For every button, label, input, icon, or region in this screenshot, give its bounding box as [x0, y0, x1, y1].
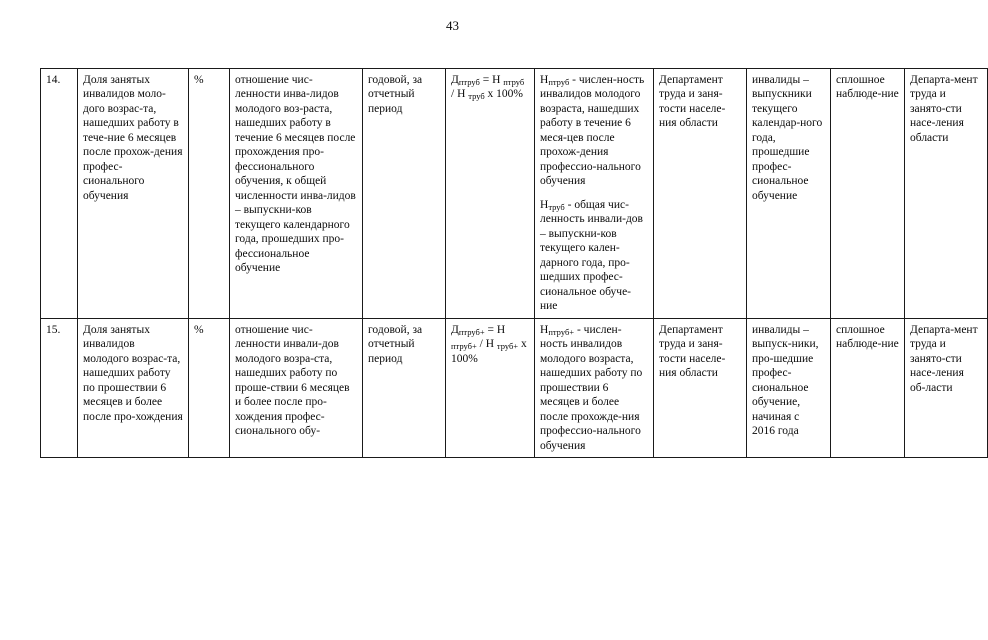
designation-text: - числен-ность инвалидов молодого возраста, нашедших работу в течение 6 меся-цев после прохож-дения профессио-нального обучения	[540, 74, 645, 188]
designation-item	[540, 323, 648, 453]
formula-sub: птруб+	[458, 326, 485, 337]
designation-item	[540, 198, 648, 314]
designation-symbol: Н	[540, 74, 549, 86]
responsible-body: Департамент труда и заня-тости населе-ния области	[654, 318, 747, 457]
formula-sub: труб+	[496, 341, 519, 352]
formula-sub: птруб	[503, 76, 525, 87]
formula-text	[451, 73, 529, 102]
table-row	[41, 69, 988, 319]
formula-part: х 100%	[484, 88, 524, 101]
formula-sub: труб	[468, 91, 485, 102]
row-number: 14.	[41, 69, 78, 319]
observation-type: сплошное наблюде-ние	[831, 69, 905, 319]
designation-sub: птруб+	[548, 326, 575, 337]
formula-cell	[446, 318, 535, 457]
formula-part: = Н	[484, 323, 506, 336]
designation-text: - числен-ность инвалидов молодого возраста, нашедших работу по прошествии 6 месяцев и более после прохожде-ния профессио-нального обучения	[540, 323, 643, 452]
observation-coverage: инвалиды – выпускники текущего календар-ного года, прошедшие профес-сиональное обучение	[747, 69, 831, 319]
symbol-designations	[535, 318, 654, 457]
formula-sub: птруб+	[451, 341, 477, 352]
indicator-table	[40, 68, 988, 458]
formula-sub: птруб	[458, 76, 480, 87]
formula-part: Д	[451, 323, 459, 336]
designation-symbol: Н	[540, 323, 549, 336]
designation-sub: труб	[548, 201, 565, 212]
calculation-method: отношение чис-ленности инвали-дов молодого возра-ста, нашедших работу по проше-ствии 6 месяцев и более после про-хождения профес-сионального обу-	[230, 318, 363, 457]
data-source: Департа-мент труда и занято-сти насе-ления области	[905, 69, 988, 319]
observation-type: сплошное наблюде-ние	[831, 318, 905, 457]
indicator-table-container	[40, 68, 978, 458]
data-source: Департа-мент труда и занято-сти насе-ления об-ласти	[905, 318, 988, 457]
measure-unit: %	[189, 69, 230, 319]
formula-part: / Н	[451, 88, 469, 101]
designation-text: - общая чис-ленность инвали-дов – выпускни-ков текущего кален-дарного года, про-шедших профес-сиональное обуче-ние	[540, 198, 643, 313]
designation-symbol: Н	[540, 198, 549, 211]
reporting-frequency: годовой, за отчетный период	[363, 318, 446, 457]
row-number: 15.	[41, 318, 78, 457]
formula-part: = Н	[479, 74, 504, 86]
calculation-method: отношение чис-ленности инва-лидов молодого воз-раста, нашедших работу в течение 6 месяцев после прохождения про-фессионального обучения, к общей численности инва-лидов – выпускни-ков текущего календарного года, прошедших про-фессиональное обучение	[230, 69, 363, 319]
formula-cell	[446, 69, 535, 319]
reporting-frequency: годовой, за отчетный период	[363, 69, 446, 319]
table-body	[41, 69, 988, 458]
formula-part: / Н	[476, 338, 497, 351]
formula-part: Д	[451, 74, 459, 86]
indicator-name: Доля занятых инвалидов моло-дого возрас-та, нашедших работу в тече-ние 6 месяцев после прохож-дения профес-сионального обучения	[78, 69, 189, 319]
designation-sub: птруб	[548, 76, 570, 87]
designation-item	[540, 73, 648, 189]
formula-text	[451, 323, 529, 366]
responsible-body: Департамент труда и заня-тости населе-ния области	[654, 69, 747, 319]
indicator-name: Доля занятых инвалидов молодого возрас-та, нашедших работу по прошествии 6 месяцев и более после про-хождения	[78, 318, 189, 457]
measure-unit: %	[189, 318, 230, 457]
symbol-designations	[535, 69, 654, 319]
formula-part: х 100%	[451, 338, 527, 365]
table-row	[41, 318, 988, 457]
page-number: 43	[446, 18, 459, 33]
observation-coverage: инвалиды – выпуск-ники, про-шедшие профес-сиональное обучение, начиная с 2016 года	[747, 318, 831, 457]
